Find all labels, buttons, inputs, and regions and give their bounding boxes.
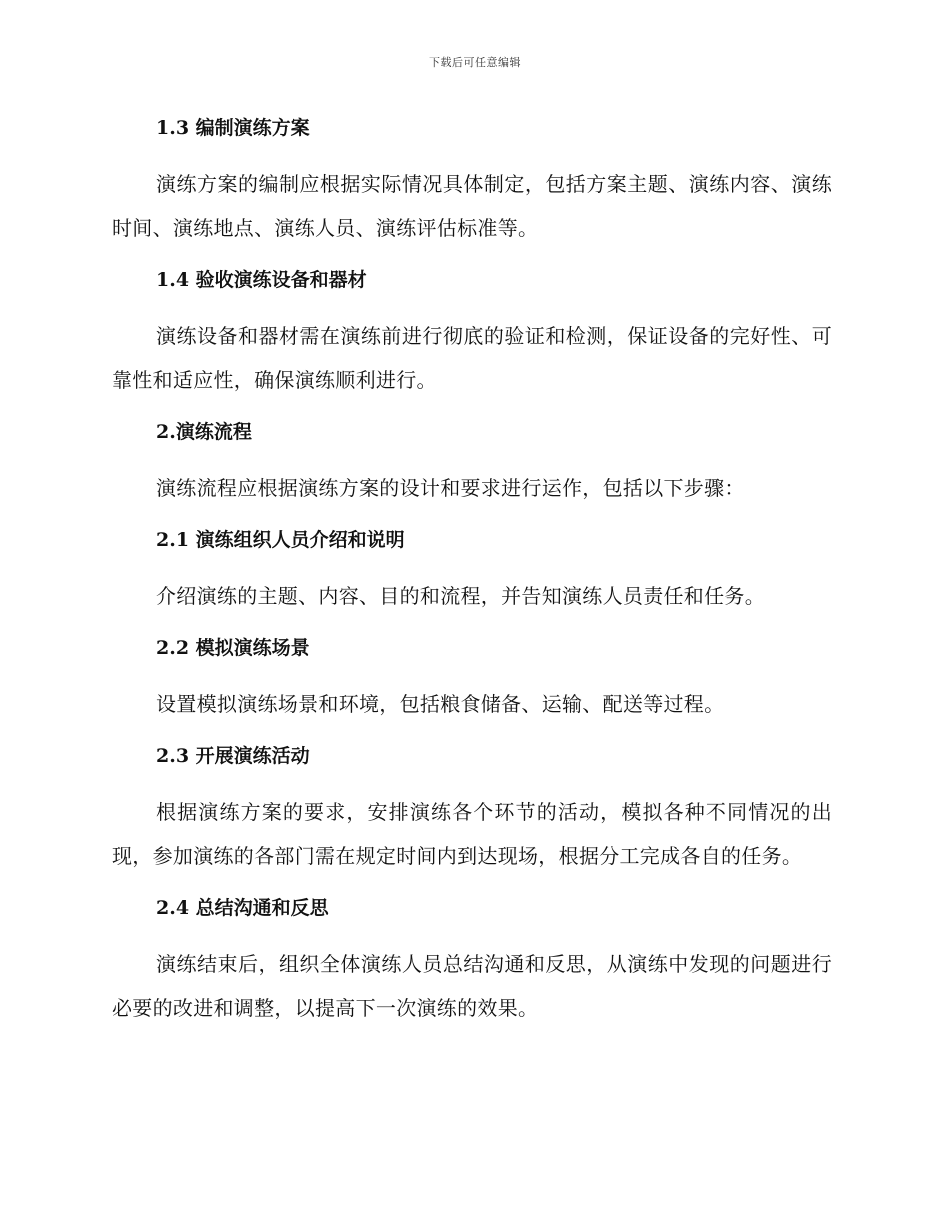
document-body — [112, 108, 832, 1040]
section-heading-1-4: 1.4 验收演练设备和器材 — [156, 269, 367, 291]
paragraph-1-3: 演练方案的编制应根据实际情况具体制定，包括方案主题、演练内容、演练时间、演练地点、演练人员、演练评估标准等。 — [112, 172, 832, 240]
paragraph-2-3: 根据演练方案的要求，安排演练各个环节的活动，模拟各种不同情况的出现，参加演练的各部门需在规定时间内到达现场，根据分工完成各自的任务。 — [112, 800, 832, 868]
section-heading-2-3: 2.3 开展演练活动 — [156, 745, 310, 767]
section-heading-2-2: 2.2 模拟演练场景 — [156, 637, 310, 659]
section-heading-2: 2.演练流程 — [156, 421, 252, 443]
paragraph-2-1: 介绍演练的主题、内容、目的和流程，并告知演练人员责任和任务。 — [156, 584, 765, 608]
section-heading-2-4: 2.4 总结沟通和反思 — [156, 897, 329, 919]
paragraph-2: 演练流程应根据演练方案的设计和要求进行运作，包括以下步骤： — [156, 476, 745, 500]
section-heading-1-3: 1.3 编制演练方案 — [156, 117, 310, 139]
paragraph-1-4: 演练设备和器材需在演练前进行彻底的验证和检测，保证设备的完好性、可靠性和适应性，确保演练顺利进行。 — [112, 324, 832, 392]
section-heading-2-1: 2.1 演练组织人员介绍和说明 — [156, 529, 405, 551]
page-header: 下载后可任意编辑 — [429, 56, 521, 69]
paragraph-2-4: 演练结束后，组织全体演练人员总结沟通和反思，从演练中发现的问题进行必要的改进和调整，以提高下一次演练的效果。 — [112, 952, 832, 1020]
paragraph-2-2: 设置模拟演练场景和环境，包括粮食储备、运输、配送等过程。 — [156, 692, 725, 716]
